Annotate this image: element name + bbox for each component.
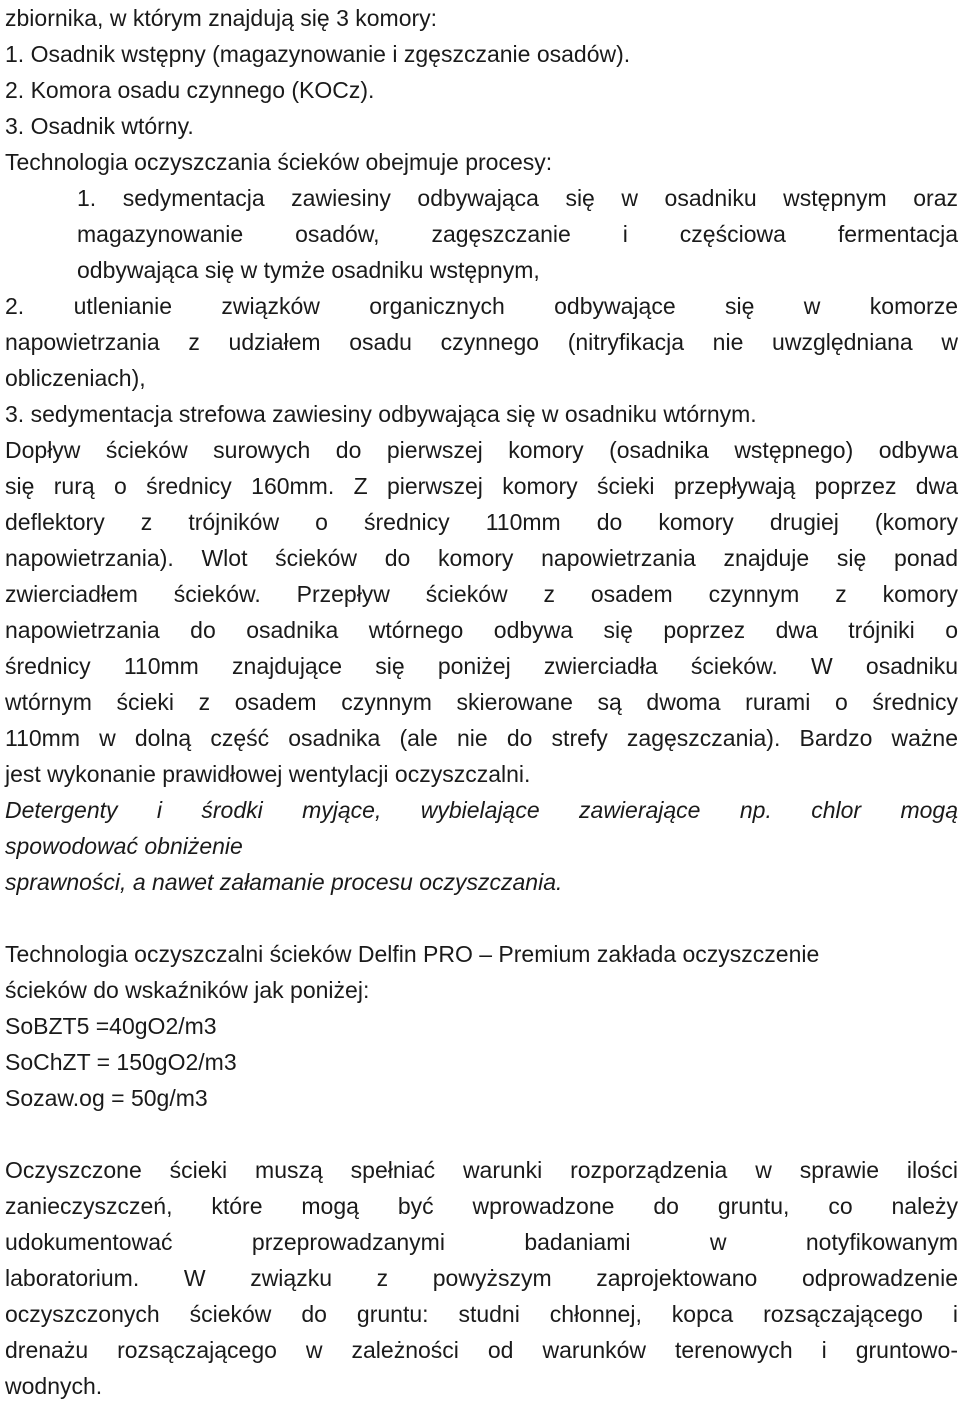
- flow-paragraph: [5, 432, 958, 792]
- flow-line-9: 110mm w dolną część osadnika (ale nie do strefy zagęszczania). Bardzo ważne: [5, 725, 958, 751]
- warning-line-3: sprawności, a nawet załamanie procesu oczyszczania.: [5, 869, 563, 895]
- suspension-value: Sozaw.og = 50g/m3: [5, 1085, 208, 1111]
- flow-line-5: zwierciadłem ścieków. Przepływ ścieków z osadem czynnym z komory: [5, 581, 958, 607]
- closing-paragraph: [5, 1152, 958, 1404]
- process-2-line-2: napowietrzania z udziałem osadu czynnego (nitryfikacja nie uwzględniana w: [5, 329, 958, 355]
- flow-line-3: deflektory z trójników o średnicy 110mm do komory drugiej (komory: [5, 509, 958, 535]
- closing-line-7: wodnych.: [5, 1373, 103, 1399]
- warning-line-1: Detergenty i środki myjące, wybielające zawierające np. chlor mogą: [5, 797, 958, 823]
- detergent-warning: [5, 792, 958, 900]
- intro-line: zbiornika, w którym znajdują się 3 komory:: [5, 5, 438, 31]
- chamber-item-3: 3. Osadnik wtórny.: [5, 113, 194, 139]
- chamber-item-2: 2. Komora osadu czynnego (KOCz).: [5, 77, 375, 103]
- process-1-line-1: 1. sedymentacja zawiesiny odbywająca się w osadniku wstępnym oraz: [77, 185, 958, 211]
- flow-line-7: średnicy 110mm znajdujące się poniżej zwierciadła ścieków. W osadniku: [5, 653, 958, 679]
- technology-heading: Technologia oczyszczania ścieków obejmuje procesy:: [5, 149, 553, 175]
- closing-line-2: zanieczyszczeń, które mogą być wprowadzone do gruntu, co należy: [5, 1193, 958, 1219]
- closing-line-3: udokumentować przeprowadzanymi badaniami w notyfikowanym: [5, 1229, 958, 1255]
- processes-list: [5, 180, 958, 432]
- delfin-section: [5, 936, 958, 1116]
- process-2-line-1: 2. utlenianie związków organicznych odbywające się w komorze: [5, 293, 958, 319]
- document-page: [5, 0, 958, 1404]
- process-1-line-2: magazynowanie osadów, zagęszczanie i częściowa fermentacja: [77, 221, 958, 247]
- flow-line-2: się rurą o średnicy 160mm. Z pierwszej komory ścieki przepływają poprzez dwa: [5, 473, 958, 499]
- flow-line-10: jest wykonanie prawidłowej wentylacji oczyszczalni.: [5, 761, 531, 787]
- flow-line-6: napowietrzania do osadnika wtórnego odbywa się poprzez dwa trójniki o: [5, 617, 958, 643]
- closing-line-1: Oczyszczone ścieki muszą spełniać warunki rozporządzenia w sprawie ilości: [5, 1157, 958, 1183]
- flow-line-4: napowietrzania). Wlot ścieków do komory napowietrzania znajduje się ponad: [5, 545, 958, 571]
- process-3-line: 3. sedymentacja strefowa zawiesiny odbywająca się w osadniku wtórnym.: [5, 401, 757, 427]
- delfin-line-2: ścieków do wskaźników jak poniżej:: [5, 977, 370, 1003]
- closing-line-5: oczyszczonych ścieków do gruntu: studni chłonnej, kopca rozsączającego i: [5, 1301, 958, 1327]
- warning-line-2: spowodować obniżenie: [5, 833, 243, 859]
- chzt-value: SoChZT = 150gO2/m3: [5, 1049, 237, 1075]
- intro-section: [5, 0, 958, 180]
- spacer: [5, 900, 958, 936]
- closing-line-6: drenażu rozsączającego w zależności od warunków terenowych i gruntowo-: [5, 1337, 958, 1363]
- bzt5-value: SoBZT5 =40gO2/m3: [5, 1013, 217, 1039]
- closing-line-4: laboratorium. W związku z powyższym zaprojektowano odprowadzenie: [5, 1265, 958, 1291]
- flow-line-8: wtórnym ścieki z osadem czynnym skierowane są dwoma rurami o średnicy: [5, 689, 958, 715]
- chamber-item-1: 1. Osadnik wstępny (magazynowanie i zgęszczanie osadów).: [5, 41, 631, 67]
- process-1-line-3: odbywająca się w tymże osadniku wstępnym,: [77, 257, 540, 283]
- flow-line-1: Dopływ ścieków surowych do pierwszej komory (osadnika wstępnego) odbywa: [5, 437, 958, 463]
- delfin-line-1: Technologia oczyszczalni ścieków Delfin PRO – Premium zakłada oczyszczenie: [5, 941, 820, 967]
- spacer: [5, 1116, 958, 1152]
- process-2-line-3: obliczeniach),: [5, 365, 146, 391]
